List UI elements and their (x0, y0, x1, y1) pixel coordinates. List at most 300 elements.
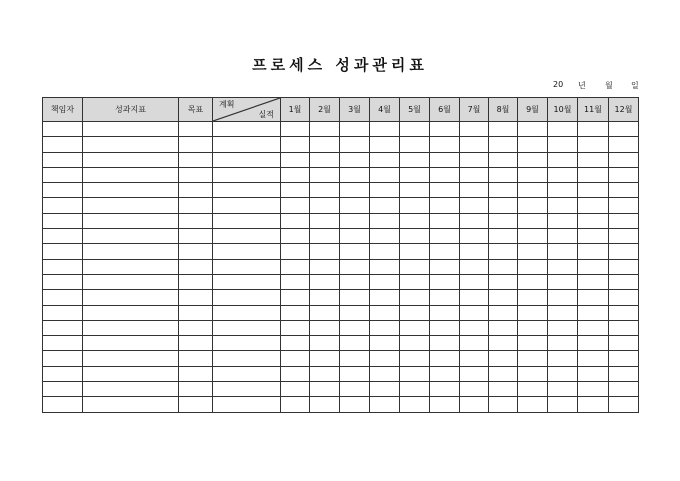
table-cell[interactable] (213, 167, 281, 182)
table-cell[interactable] (179, 152, 213, 167)
table-cell[interactable] (370, 167, 400, 182)
table-cell[interactable] (578, 336, 609, 351)
table-cell[interactable] (430, 122, 460, 137)
table-cell[interactable] (179, 137, 213, 152)
table-cell[interactable] (179, 229, 213, 244)
table-cell[interactable] (43, 229, 83, 244)
table-cell[interactable] (281, 167, 310, 182)
table-cell[interactable] (430, 244, 460, 259)
table-cell[interactable] (370, 290, 400, 305)
table-cell[interactable] (281, 290, 310, 305)
table-cell[interactable] (609, 122, 639, 137)
table-cell[interactable] (370, 320, 400, 335)
table-cell[interactable] (548, 122, 578, 137)
table-cell[interactable] (43, 152, 83, 167)
table-cell[interactable] (179, 320, 213, 335)
table-cell[interactable] (340, 290, 370, 305)
table-cell[interactable] (460, 229, 489, 244)
table-cell[interactable] (460, 351, 489, 366)
table-cell[interactable] (489, 366, 518, 381)
table-cell[interactable] (43, 382, 83, 397)
table-cell[interactable] (430, 229, 460, 244)
table-cell[interactable] (83, 290, 179, 305)
table-cell[interactable] (43, 213, 83, 228)
table-cell[interactable] (340, 351, 370, 366)
table-cell[interactable] (281, 274, 310, 289)
table-cell[interactable] (400, 259, 430, 274)
table-cell[interactable] (518, 320, 548, 335)
table-cell[interactable] (578, 122, 609, 137)
table-cell[interactable] (340, 244, 370, 259)
table-cell[interactable] (609, 290, 639, 305)
table-cell[interactable] (179, 274, 213, 289)
table-cell[interactable] (548, 229, 578, 244)
table-cell[interactable] (518, 122, 548, 137)
table-cell[interactable] (43, 366, 83, 381)
table-cell[interactable] (518, 137, 548, 152)
table-cell[interactable] (430, 290, 460, 305)
table-cell[interactable] (489, 274, 518, 289)
table-cell[interactable] (518, 198, 548, 213)
table-cell[interactable] (340, 167, 370, 182)
table-cell[interactable] (179, 397, 213, 412)
table-cell[interactable] (281, 229, 310, 244)
table-cell[interactable] (548, 320, 578, 335)
table-cell[interactable] (430, 336, 460, 351)
table-cell[interactable] (43, 351, 83, 366)
table-cell[interactable] (518, 397, 548, 412)
table-cell[interactable] (400, 382, 430, 397)
table-cell[interactable] (518, 305, 548, 320)
table-cell[interactable] (489, 198, 518, 213)
table-cell[interactable] (489, 167, 518, 182)
table-cell[interactable] (179, 382, 213, 397)
table-cell[interactable] (43, 167, 83, 182)
table-cell[interactable] (489, 122, 518, 137)
table-cell[interactable] (340, 259, 370, 274)
table-cell[interactable] (310, 183, 340, 198)
table-cell[interactable] (430, 198, 460, 213)
table-cell[interactable] (609, 259, 639, 274)
table-cell[interactable] (281, 183, 310, 198)
table-cell[interactable] (213, 198, 281, 213)
table-cell[interactable] (213, 382, 281, 397)
table-cell[interactable] (281, 198, 310, 213)
table-cell[interactable] (43, 122, 83, 137)
table-cell[interactable] (43, 244, 83, 259)
table-cell[interactable] (83, 122, 179, 137)
table-cell[interactable] (609, 320, 639, 335)
table-cell[interactable] (460, 382, 489, 397)
table-cell[interactable] (609, 229, 639, 244)
table-cell[interactable] (548, 382, 578, 397)
table-cell[interactable] (179, 198, 213, 213)
table-cell[interactable] (83, 152, 179, 167)
table-cell[interactable] (548, 244, 578, 259)
table-cell[interactable] (609, 167, 639, 182)
table-cell[interactable] (518, 382, 548, 397)
table-cell[interactable] (430, 351, 460, 366)
table-cell[interactable] (609, 274, 639, 289)
table-cell[interactable] (370, 152, 400, 167)
table-cell[interactable] (370, 336, 400, 351)
table-cell[interactable] (179, 366, 213, 381)
table-cell[interactable] (460, 366, 489, 381)
table-cell[interactable] (340, 366, 370, 381)
table-cell[interactable] (83, 137, 179, 152)
table-cell[interactable] (400, 290, 430, 305)
table-cell[interactable] (281, 122, 310, 137)
table-cell[interactable] (578, 198, 609, 213)
table-cell[interactable] (179, 290, 213, 305)
table-cell[interactable] (430, 183, 460, 198)
table-cell[interactable] (489, 259, 518, 274)
table-cell[interactable] (281, 351, 310, 366)
table-cell[interactable] (400, 137, 430, 152)
table-cell[interactable] (281, 320, 310, 335)
table-cell[interactable] (609, 366, 639, 381)
table-cell[interactable] (310, 320, 340, 335)
table-cell[interactable] (489, 336, 518, 351)
table-cell[interactable] (578, 305, 609, 320)
table-cell[interactable] (43, 183, 83, 198)
table-cell[interactable] (83, 244, 179, 259)
table-cell[interactable] (609, 336, 639, 351)
table-cell[interactable] (310, 382, 340, 397)
table-cell[interactable] (578, 152, 609, 167)
table-cell[interactable] (370, 137, 400, 152)
table-cell[interactable] (370, 305, 400, 320)
table-cell[interactable] (310, 259, 340, 274)
table-cell[interactable] (400, 122, 430, 137)
table-cell[interactable] (609, 183, 639, 198)
table-cell[interactable] (43, 274, 83, 289)
table-cell[interactable] (310, 167, 340, 182)
table-cell[interactable] (609, 305, 639, 320)
table-cell[interactable] (281, 137, 310, 152)
table-cell[interactable] (518, 274, 548, 289)
table-cell[interactable] (578, 320, 609, 335)
table-cell[interactable] (340, 152, 370, 167)
table-cell[interactable] (518, 229, 548, 244)
table-cell[interactable] (548, 213, 578, 228)
table-cell[interactable] (370, 259, 400, 274)
table-cell[interactable] (548, 351, 578, 366)
table-cell[interactable] (310, 137, 340, 152)
table-cell[interactable] (578, 274, 609, 289)
table-cell[interactable] (213, 397, 281, 412)
table-cell[interactable] (460, 244, 489, 259)
table-cell[interactable] (340, 305, 370, 320)
table-cell[interactable] (430, 274, 460, 289)
table-cell[interactable] (578, 183, 609, 198)
table-cell[interactable] (489, 152, 518, 167)
table-cell[interactable] (310, 229, 340, 244)
table-cell[interactable] (578, 397, 609, 412)
table-cell[interactable] (548, 366, 578, 381)
table-cell[interactable] (281, 152, 310, 167)
table-cell[interactable] (460, 320, 489, 335)
table-cell[interactable] (310, 274, 340, 289)
table-cell[interactable] (489, 213, 518, 228)
table-cell[interactable] (548, 152, 578, 167)
table-cell[interactable] (340, 274, 370, 289)
table-cell[interactable] (179, 167, 213, 182)
table-cell[interactable] (518, 244, 548, 259)
table-cell[interactable] (460, 397, 489, 412)
table-cell[interactable] (43, 198, 83, 213)
table-cell[interactable] (578, 382, 609, 397)
table-cell[interactable] (213, 213, 281, 228)
table-cell[interactable] (370, 213, 400, 228)
table-cell[interactable] (578, 366, 609, 381)
table-cell[interactable] (489, 290, 518, 305)
table-cell[interactable] (518, 213, 548, 228)
table-cell[interactable] (83, 351, 179, 366)
table-cell[interactable] (400, 198, 430, 213)
table-cell[interactable] (43, 336, 83, 351)
table-cell[interactable] (179, 336, 213, 351)
table-cell[interactable] (548, 336, 578, 351)
table-cell[interactable] (400, 213, 430, 228)
table-cell[interactable] (609, 397, 639, 412)
table-cell[interactable] (213, 122, 281, 137)
table-cell[interactable] (213, 336, 281, 351)
table-cell[interactable] (281, 382, 310, 397)
table-cell[interactable] (548, 259, 578, 274)
table-cell[interactable] (83, 382, 179, 397)
table-cell[interactable] (213, 244, 281, 259)
table-cell[interactable] (548, 397, 578, 412)
table-cell[interactable] (578, 259, 609, 274)
table-cell[interactable] (43, 290, 83, 305)
table-cell[interactable] (281, 305, 310, 320)
table-cell[interactable] (489, 244, 518, 259)
table-cell[interactable] (83, 198, 179, 213)
table-cell[interactable] (83, 336, 179, 351)
table-cell[interactable] (430, 167, 460, 182)
table-cell[interactable] (83, 183, 179, 198)
table-cell[interactable] (548, 198, 578, 213)
table-cell[interactable] (609, 351, 639, 366)
table-cell[interactable] (310, 198, 340, 213)
table-cell[interactable] (460, 305, 489, 320)
table-cell[interactable] (609, 198, 639, 213)
table-cell[interactable] (578, 229, 609, 244)
table-cell[interactable] (83, 305, 179, 320)
table-cell[interactable] (400, 366, 430, 381)
table-cell[interactable] (370, 198, 400, 213)
table-cell[interactable] (430, 382, 460, 397)
table-cell[interactable] (213, 351, 281, 366)
table-cell[interactable] (281, 259, 310, 274)
table-cell[interactable] (179, 213, 213, 228)
table-cell[interactable] (430, 259, 460, 274)
table-cell[interactable] (340, 213, 370, 228)
table-cell[interactable] (340, 137, 370, 152)
table-cell[interactable] (460, 167, 489, 182)
table-cell[interactable] (310, 366, 340, 381)
table-cell[interactable] (43, 305, 83, 320)
table-cell[interactable] (310, 213, 340, 228)
table-cell[interactable] (430, 320, 460, 335)
table-cell[interactable] (43, 397, 83, 412)
table-cell[interactable] (518, 259, 548, 274)
table-cell[interactable] (609, 244, 639, 259)
table-cell[interactable] (548, 305, 578, 320)
table-cell[interactable] (281, 213, 310, 228)
table-cell[interactable] (489, 351, 518, 366)
table-cell[interactable] (518, 183, 548, 198)
table-cell[interactable] (281, 244, 310, 259)
table-cell[interactable] (370, 351, 400, 366)
table-cell[interactable] (518, 336, 548, 351)
table-cell[interactable] (213, 183, 281, 198)
table-cell[interactable] (213, 366, 281, 381)
table-cell[interactable] (400, 167, 430, 182)
table-cell[interactable] (83, 213, 179, 228)
table-cell[interactable] (310, 290, 340, 305)
table-cell[interactable] (578, 290, 609, 305)
table-cell[interactable] (340, 122, 370, 137)
table-cell[interactable] (213, 274, 281, 289)
table-cell[interactable] (281, 336, 310, 351)
table-cell[interactable] (310, 351, 340, 366)
table-cell[interactable] (430, 305, 460, 320)
table-cell[interactable] (518, 167, 548, 182)
table-cell[interactable] (179, 351, 213, 366)
table-cell[interactable] (548, 167, 578, 182)
table-cell[interactable] (609, 382, 639, 397)
table-cell[interactable] (310, 305, 340, 320)
table-cell[interactable] (400, 183, 430, 198)
table-cell[interactable] (609, 152, 639, 167)
table-cell[interactable] (340, 198, 370, 213)
table-cell[interactable] (213, 259, 281, 274)
table-cell[interactable] (179, 259, 213, 274)
table-cell[interactable] (489, 305, 518, 320)
table-cell[interactable] (83, 229, 179, 244)
table-cell[interactable] (213, 320, 281, 335)
table-cell[interactable] (518, 290, 548, 305)
table-cell[interactable] (609, 137, 639, 152)
table-cell[interactable] (460, 122, 489, 137)
table-cell[interactable] (340, 336, 370, 351)
table-cell[interactable] (460, 198, 489, 213)
table-cell[interactable] (460, 152, 489, 167)
table-cell[interactable] (400, 244, 430, 259)
table-cell[interactable] (609, 213, 639, 228)
table-cell[interactable] (578, 244, 609, 259)
table-cell[interactable] (370, 244, 400, 259)
table-cell[interactable] (179, 183, 213, 198)
table-cell[interactable] (460, 213, 489, 228)
table-cell[interactable] (310, 152, 340, 167)
table-cell[interactable] (518, 152, 548, 167)
table-cell[interactable] (400, 274, 430, 289)
table-cell[interactable] (400, 397, 430, 412)
table-cell[interactable] (460, 137, 489, 152)
table-cell[interactable] (213, 305, 281, 320)
table-cell[interactable] (370, 229, 400, 244)
table-cell[interactable] (430, 397, 460, 412)
table-cell[interactable] (518, 351, 548, 366)
table-cell[interactable] (400, 320, 430, 335)
table-cell[interactable] (43, 259, 83, 274)
table-cell[interactable] (578, 351, 609, 366)
table-cell[interactable] (489, 397, 518, 412)
table-cell[interactable] (430, 213, 460, 228)
table-cell[interactable] (340, 183, 370, 198)
table-cell[interactable] (460, 274, 489, 289)
table-cell[interactable] (213, 152, 281, 167)
table-cell[interactable] (400, 229, 430, 244)
table-cell[interactable] (430, 366, 460, 381)
table-cell[interactable] (430, 152, 460, 167)
table-cell[interactable] (281, 397, 310, 412)
table-cell[interactable] (213, 290, 281, 305)
table-cell[interactable] (489, 320, 518, 335)
table-cell[interactable] (460, 336, 489, 351)
table-cell[interactable] (340, 382, 370, 397)
table-cell[interactable] (518, 366, 548, 381)
table-cell[interactable] (310, 244, 340, 259)
table-cell[interactable] (400, 351, 430, 366)
table-cell[interactable] (548, 274, 578, 289)
table-cell[interactable] (340, 320, 370, 335)
table-cell[interactable] (179, 122, 213, 137)
table-cell[interactable] (179, 244, 213, 259)
table-cell[interactable] (281, 366, 310, 381)
table-cell[interactable] (400, 152, 430, 167)
table-cell[interactable] (370, 183, 400, 198)
table-cell[interactable] (83, 167, 179, 182)
table-cell[interactable] (213, 137, 281, 152)
table-cell[interactable] (370, 397, 400, 412)
table-cell[interactable] (460, 183, 489, 198)
table-cell[interactable] (400, 336, 430, 351)
table-cell[interactable] (370, 382, 400, 397)
table-cell[interactable] (400, 305, 430, 320)
table-cell[interactable] (340, 397, 370, 412)
table-cell[interactable] (370, 366, 400, 381)
table-cell[interactable] (430, 137, 460, 152)
table-cell[interactable] (460, 259, 489, 274)
table-cell[interactable] (83, 259, 179, 274)
table-cell[interactable] (310, 336, 340, 351)
table-cell[interactable] (83, 397, 179, 412)
table-cell[interactable] (489, 229, 518, 244)
table-cell[interactable] (310, 122, 340, 137)
table-cell[interactable] (578, 167, 609, 182)
table-cell[interactable] (370, 274, 400, 289)
table-cell[interactable] (310, 397, 340, 412)
table-cell[interactable] (548, 290, 578, 305)
table-cell[interactable] (489, 382, 518, 397)
table-cell[interactable] (83, 366, 179, 381)
table-cell[interactable] (83, 274, 179, 289)
table-cell[interactable] (43, 137, 83, 152)
table-cell[interactable] (43, 320, 83, 335)
table-cell[interactable] (489, 183, 518, 198)
table-cell[interactable] (578, 213, 609, 228)
table-cell[interactable] (578, 137, 609, 152)
table-cell[interactable] (83, 320, 179, 335)
table-cell[interactable] (370, 122, 400, 137)
table-cell[interactable] (213, 229, 281, 244)
table-cell[interactable] (548, 183, 578, 198)
table-cell[interactable] (489, 137, 518, 152)
